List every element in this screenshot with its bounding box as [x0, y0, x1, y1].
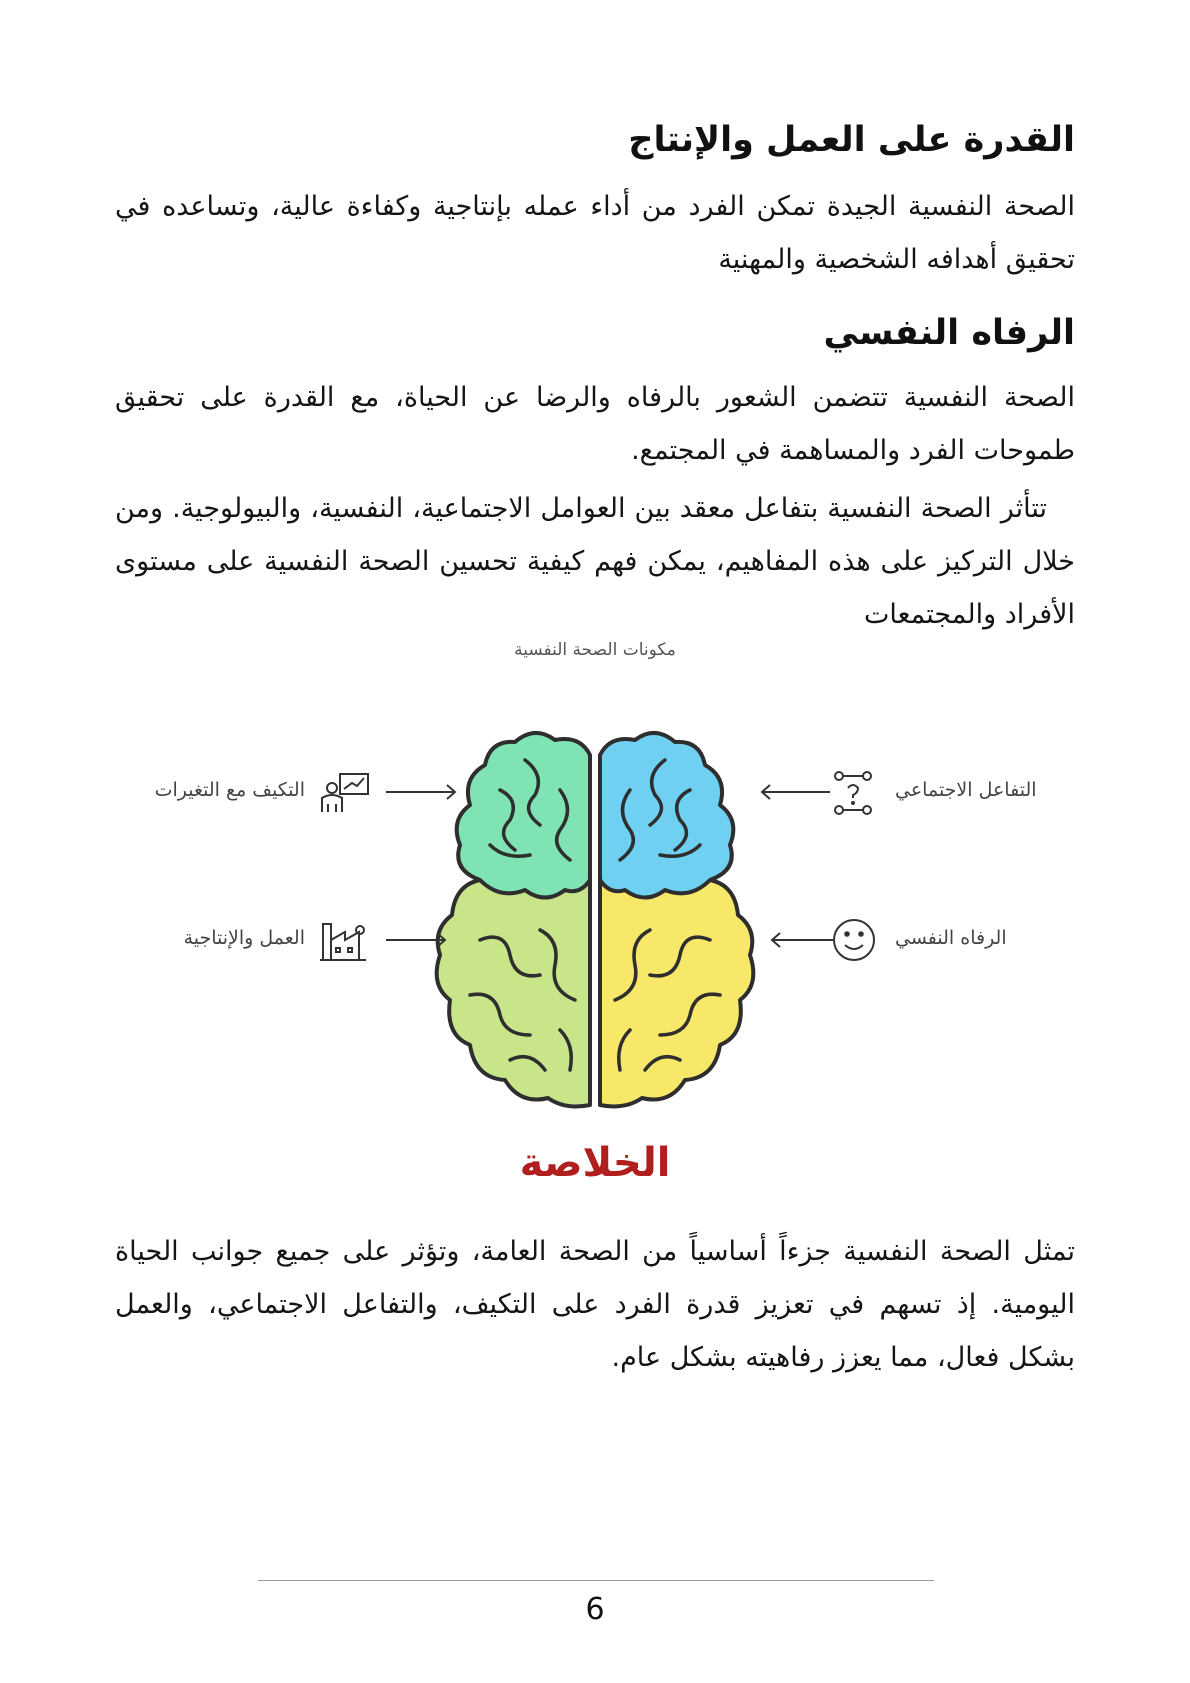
- brain-left-upper-lobe: [457, 733, 590, 898]
- label-wellbeing: الرفاه النفسي: [895, 927, 1007, 949]
- intro-paragraph: تتأثر الصحة النفسية بتفاعل معقد بين العوامل الاجتماعية، النفسية، والبيولوجية. ومن خلال التركيز على هذه المفاهيم، يمكن فهم كيفية تحسين الصحة النفسية على مستوى الأفراد والمجتمعات: [115, 493, 1075, 630]
- brain-right-lower-lobe: [600, 880, 753, 1106]
- section-text-work: الصحة النفسية الجيدة تمكن الفرد من أداء عمله بإنتاجية وكفاءة عالية، وتساعده في تحقيق أهدافه الشخصية والمهنية: [115, 191, 1075, 275]
- figure-caption: مكونات الصحة النفسية: [514, 640, 676, 660]
- section-text-wellbeing: الصحة النفسية تتضمن الشعور بالرفاه والرضا عن الحياة، مع القدرة على تحقيق طموحات الفرد والمساهمة في المجتمع.: [115, 382, 1075, 466]
- factory-gear-icon: [320, 924, 366, 960]
- section-heading-work: القدرة على العمل والإنتاج: [628, 120, 1075, 160]
- mental-health-components-figure: [0, 640, 1190, 1120]
- network-question-icon: [835, 772, 871, 814]
- page-number: 6: [585, 1592, 605, 1627]
- brain-right-upper-lobe: [600, 733, 733, 898]
- summary-title: الخلاصة: [519, 1140, 671, 1186]
- label-social: التفاعل الاجتماعي: [895, 779, 1037, 801]
- brain-left-lower-lobe: [437, 880, 590, 1106]
- section-heading-wellbeing: الرفاه النفسي: [823, 313, 1075, 353]
- label-adaptation: التكيف مع التغيرات: [154, 779, 305, 801]
- presenter-chart-icon: [322, 774, 368, 812]
- summary-text: تمثل الصحة النفسية جزءاً أساسياً من الصحة العامة، وتؤثر على جميع جوانب الحياة اليومية. إذ تسهم في تعزيز قدرة الفرد على التكيف، والتفاعل الاجتماعي، والعمل بشكل فعال، مما يعزز رفاهيته بشكل عام.: [115, 1236, 1075, 1373]
- brain-diagram: [0, 640, 1190, 1120]
- footer-divider: [258, 1580, 934, 1581]
- label-work: العمل والإنتاجية: [183, 927, 305, 949]
- smiley-face-icon: [834, 920, 874, 960]
